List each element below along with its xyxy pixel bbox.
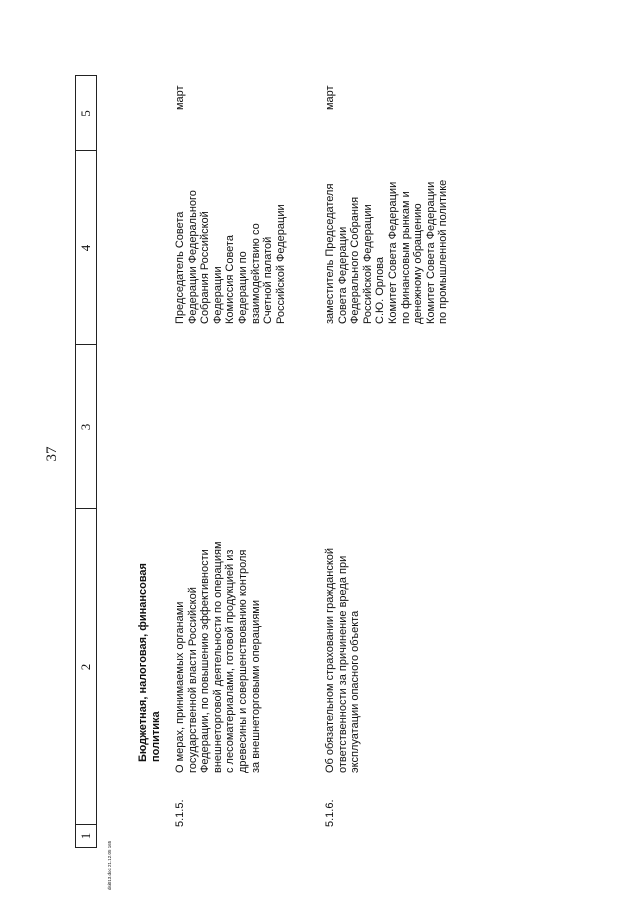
row-title-line: Об обязательном страховании гражданской: [324, 547, 336, 773]
row-responsible-line: Комитет Совета Федерации: [424, 181, 437, 324]
row-responsible-line: Собрания Российской: [199, 211, 212, 324]
row-number: 5.1.6.: [324, 799, 336, 827]
row-title: [324, 493, 362, 773]
row-term: март: [324, 85, 336, 110]
row-responsible-line: Председатель Совета: [174, 211, 186, 324]
row-title-line: с лесоматериалами, готовой продукцией из: [224, 549, 237, 773]
row-responsible-line: Федерации по: [236, 251, 249, 324]
row-title: [174, 493, 262, 773]
column-header-1: 1: [78, 832, 93, 840]
row-title-line: за внешнеторговыми операциями: [249, 600, 262, 773]
row-title-line: эксплуатации опасного объекта: [349, 610, 362, 773]
row-number: 5.1.5.: [174, 799, 186, 827]
row-responsible-line: Федерации: [211, 266, 224, 324]
row-responsible: [324, 154, 450, 324]
row-responsible-line: по финансовым рынкам и: [399, 191, 412, 324]
footer-note: dsi013.doc 21.12.05 165: [107, 840, 112, 890]
row-responsible-line: Российской Федерации: [274, 204, 287, 324]
row-responsible-line: С.Ю. Орлова: [374, 256, 387, 324]
row-title-line: ответственности за причинение вреда при: [336, 555, 349, 773]
page-number: 37: [44, 446, 60, 462]
column-header-5: 5: [78, 110, 93, 117]
column-header-4: 4: [78, 244, 93, 252]
column-header-2: 2: [78, 663, 93, 671]
row-title-line: внешнеторговой деятельности по операциям: [211, 541, 224, 773]
row-responsible-line: взаимодействию со: [249, 223, 262, 324]
row-responsible-line: Российской Федерации: [361, 204, 374, 324]
table-header-row: [75, 75, 97, 848]
row-title-line: Федерации, по повышению эффективности: [199, 549, 212, 773]
row-title-line: древесины и совершенствованию контроля: [236, 549, 249, 773]
row-title-line: О мерах, принимаемых органами: [174, 601, 186, 773]
row-term: март: [174, 85, 186, 110]
row-responsible-line: Комиссия Совета: [224, 235, 237, 324]
row-responsible-line: Комитет Совета Федерации: [386, 181, 399, 324]
section-heading: Бюджетная, налоговая, финансовая политика: [137, 563, 162, 762]
row-responsible-line: Совета Федерации: [336, 226, 349, 324]
row-responsible-line: заместитель Председателя: [324, 183, 336, 324]
row-responsible-line: Счетной палатой: [262, 236, 275, 324]
row-responsible: [174, 154, 287, 324]
row-responsible-line: по промышленной политике: [437, 179, 450, 324]
row-title-line: государственной власти Российской: [186, 587, 199, 773]
row-responsible-line: денежному обращению: [412, 203, 425, 324]
row-responsible-line: Федерации Федерального: [186, 190, 199, 324]
row-responsible-line: Федерального Собрания: [349, 196, 362, 324]
column-header-3: 3: [78, 423, 93, 431]
